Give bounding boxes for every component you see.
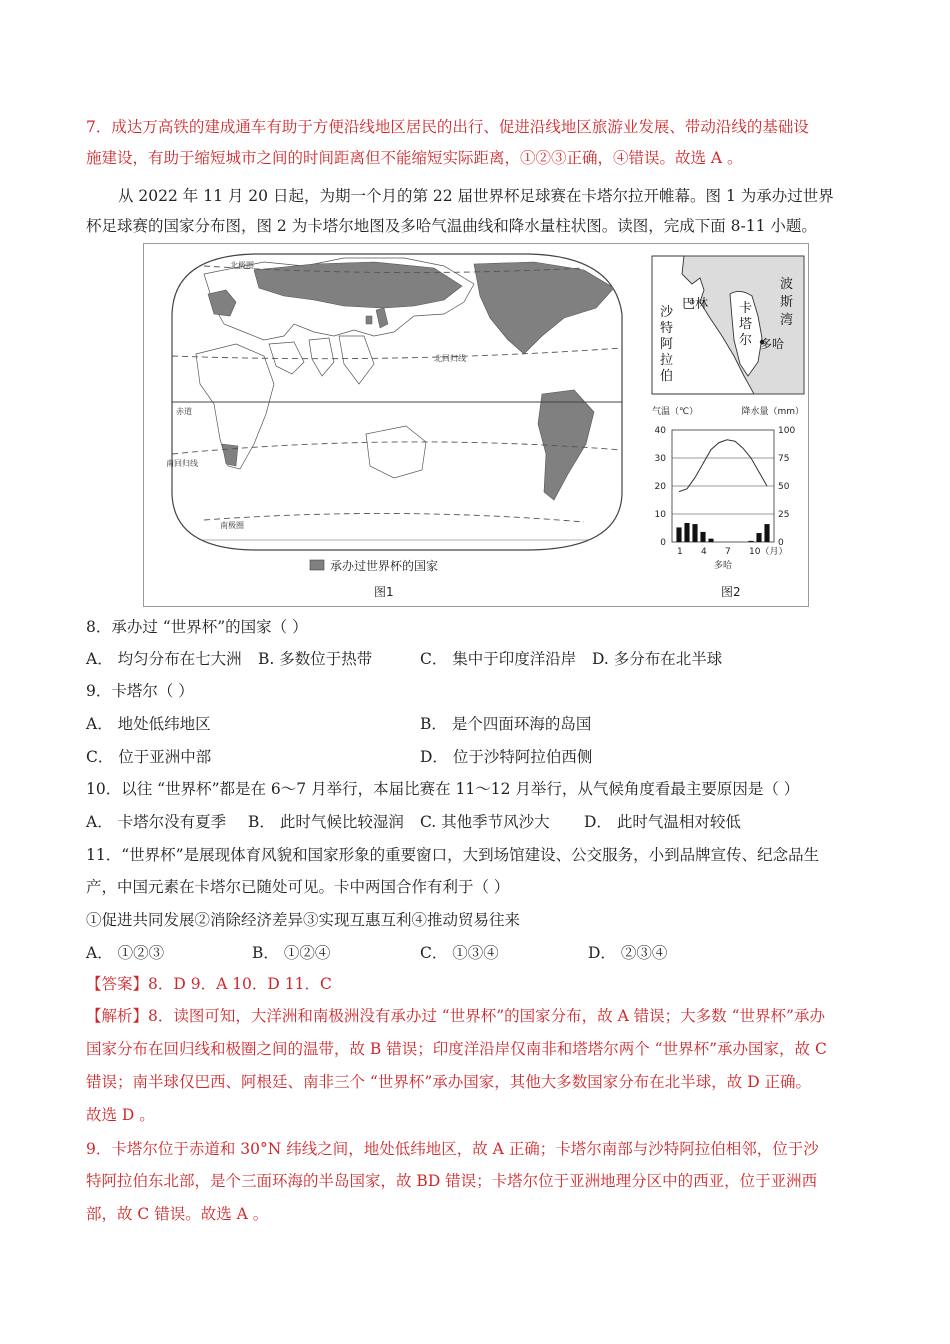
q11-option-b[interactable]: B． ①②④ <box>252 944 331 962</box>
chart-x-tick: 1 <box>677 547 683 557</box>
q11-stem-line2: 产，中国元素在卡塔尔已随处可见。卡中两国合作有利于（ ） <box>86 878 510 896</box>
q7-explanation-line2: 施建设，有助于缩短城市之间的时间距离但不能缩短实际距离，①②③正确，④错误。故选 A 。 <box>86 149 743 167</box>
precipitation-bar <box>676 527 681 542</box>
intro-line1: 从 2022 年 11 月 20 日起，为期一个月的第 22 届世界杯足球赛在卡塔尔拉开帷幕。图 1 为承办过世界 <box>118 187 834 205</box>
q11-stem-line1: 11．“世界杯”是展现体育风貌和国家形象的重要窗口，大到场馆建设、公交服务，小到品牌宣传、纪念品生 <box>86 846 820 864</box>
analysis-line4: 故选 D 。 <box>86 1106 155 1124</box>
climate-chart <box>652 405 804 571</box>
tropic-capricorn-label: 南回归线 <box>166 459 198 468</box>
equator-label: 赤道 <box>176 407 192 416</box>
q11-items: ①促进共同发展②消除经济差异③实现互惠互利④推动贸易往来 <box>86 911 521 929</box>
precipitation-bar <box>708 539 713 542</box>
temperature-line <box>679 440 767 492</box>
chart-right-axis-title: 降水量（mm） <box>741 407 804 417</box>
analysis-line3: 错误；南半球仅巴西、阿根廷、南非三个 “世界杯”承办国家，其他大多数国家分布在北半球，故 D 正确。 <box>86 1073 812 1091</box>
svg-text:尔: 尔 <box>739 333 753 348</box>
svg-text:伯: 伯 <box>660 369 674 384</box>
q7-explanation-line1: 7．成达万高铁的建成通车有助于方便沿线地区居民的出行、促进沿线地区旅游业发展、带动沿线的基础设 <box>86 118 809 136</box>
chart-right-tick: 100 <box>778 426 796 436</box>
figure2-caption: 图2 <box>721 585 741 599</box>
tropic-cancer-label: 北回归线 <box>434 354 466 363</box>
analysis-q9-line3: 部，故 C 错误。故选 A 。 <box>86 1205 269 1223</box>
figure1-caption: 图1 <box>374 585 394 599</box>
q9-option-d[interactable]: D． 位于沙特阿拉伯西侧 <box>420 748 593 766</box>
svg-text:沙: 沙 <box>660 305 674 320</box>
q10-stem: 10．以往 “世界杯”都是在 6～7 月举行，本届比赛在 11～12 月举行，从气候角度看最主要原因是（ ） <box>86 780 800 798</box>
precipitation-bar <box>748 541 753 542</box>
saudi-label <box>660 304 674 384</box>
precipitation-bar <box>700 532 705 542</box>
analysis-q9-line1: 9．卡塔尔位于赤道和 30°N 纬线之间，地处低纬地区，故 A 正确；卡塔尔南部与沙特阿拉伯相邻，位于沙 <box>86 1140 819 1158</box>
chart-right-tick: 50 <box>778 482 790 492</box>
q10-option-d[interactable]: D． 此时气温相对较低 <box>584 813 741 831</box>
svg-text:特: 特 <box>660 321 674 336</box>
q8-stem: 8．承办过 “世界杯”的国家（ ） <box>86 618 308 636</box>
figure-svg <box>144 244 808 606</box>
chart-left-tick: 40 <box>654 426 666 436</box>
legend-label: 承办过世界杯的国家 <box>330 559 439 573</box>
analysis-line2: 国家分布在回归线和极圈之间的温带，故 B 错误；印度洋沿岸仅南非和塔塔尔两个 “世界杯”承办国家，故 C <box>86 1040 827 1058</box>
gulf-label <box>780 276 793 328</box>
answer-line: 【答案】8．D 9．A 10．D 11．C <box>86 975 332 993</box>
chart-left-tick: 20 <box>654 482 666 492</box>
q9-option-a[interactable]: A． 地处低纬地区 <box>86 715 211 733</box>
precipitation-bar <box>764 524 769 542</box>
chart-title: 多哈 <box>713 561 733 571</box>
q11-option-d[interactable]: D． ②③④ <box>588 944 668 962</box>
doha-label: 多哈 <box>760 337 785 351</box>
svg-text:塔: 塔 <box>739 317 753 332</box>
chart-left-tick: 10 <box>654 510 666 520</box>
legend-swatch <box>310 560 324 570</box>
chart-x-tick: 4 <box>701 547 707 557</box>
q10-option-a[interactable]: A． 卡塔尔没有夏季 <box>86 813 227 831</box>
q11-option-a[interactable]: A． ①②③ <box>86 944 165 962</box>
bahrain-label: 巴林 <box>682 297 709 312</box>
antarctic-circle-label: 南极圈 <box>220 521 244 530</box>
svg-text:阿: 阿 <box>660 337 674 352</box>
q8-option-d[interactable]: D. 多分布在北半球 <box>592 650 723 668</box>
q8-option-c[interactable]: C． 集中于印度洋沿岸 <box>420 650 577 668</box>
precipitation-bar <box>684 523 689 542</box>
chart-x-tick: 10（月） <box>749 547 788 557</box>
q8-option-a[interactable]: A． 均匀分布在七大洲 <box>86 650 242 668</box>
svg-text:波: 波 <box>780 277 794 292</box>
chart-left-tick: 0 <box>660 538 666 548</box>
arctic-circle-label: 北极圈 <box>230 261 254 270</box>
figure-panel <box>143 243 809 607</box>
qatar-label <box>739 300 752 348</box>
analysis-q9-line2: 特阿拉伯东北部，是个三面环海的半岛国家，故 BD 错误；卡塔尔位于亚洲地理分区中的西亚，位于亚洲西 <box>86 1172 818 1190</box>
analysis-line1: 【解析】8．读图可知，大洋洲和南极洲没有承办过 “世界杯”的国家分布，故 A 错误；大多数 “世界杯”承办 <box>86 1007 825 1025</box>
q10-option-b[interactable]: B． 此时气候比较湿润 <box>248 813 404 831</box>
chart-right-tick: 0 <box>778 538 784 548</box>
q8-option-b[interactable]: B. 多数位于热带 <box>258 650 373 668</box>
precipitation-bar <box>692 524 697 542</box>
precipitation-bar <box>756 533 761 542</box>
svg-text:卡: 卡 <box>739 301 753 316</box>
q11-option-c[interactable]: C． ①③④ <box>420 944 499 962</box>
chart-left-axis-title: 气温（℃） <box>652 407 699 417</box>
svg-text:斯: 斯 <box>780 295 794 310</box>
svg-text:拉: 拉 <box>660 353 674 368</box>
chart-left-tick: 30 <box>654 454 666 464</box>
q9-stem: 9．卡塔尔（ ） <box>86 682 194 700</box>
q9-option-b[interactable]: B． 是个四面环海的岛国 <box>420 715 592 733</box>
q9-option-c[interactable]: C． 位于亚洲中部 <box>86 748 212 766</box>
svg-text:湾: 湾 <box>780 313 794 328</box>
chart-x-tick: 7 <box>725 547 731 557</box>
chart-right-tick: 75 <box>778 454 790 464</box>
q10-option-c[interactable]: C. 其他季节风沙大 <box>420 813 550 831</box>
intro-line2: 杯足球赛的国家分布图，图 2 为卡塔尔地图及多哈气温曲线和降水量柱状图。读图，完成下面 8-11 小题。 <box>86 217 817 235</box>
chart-right-tick: 25 <box>778 510 790 520</box>
